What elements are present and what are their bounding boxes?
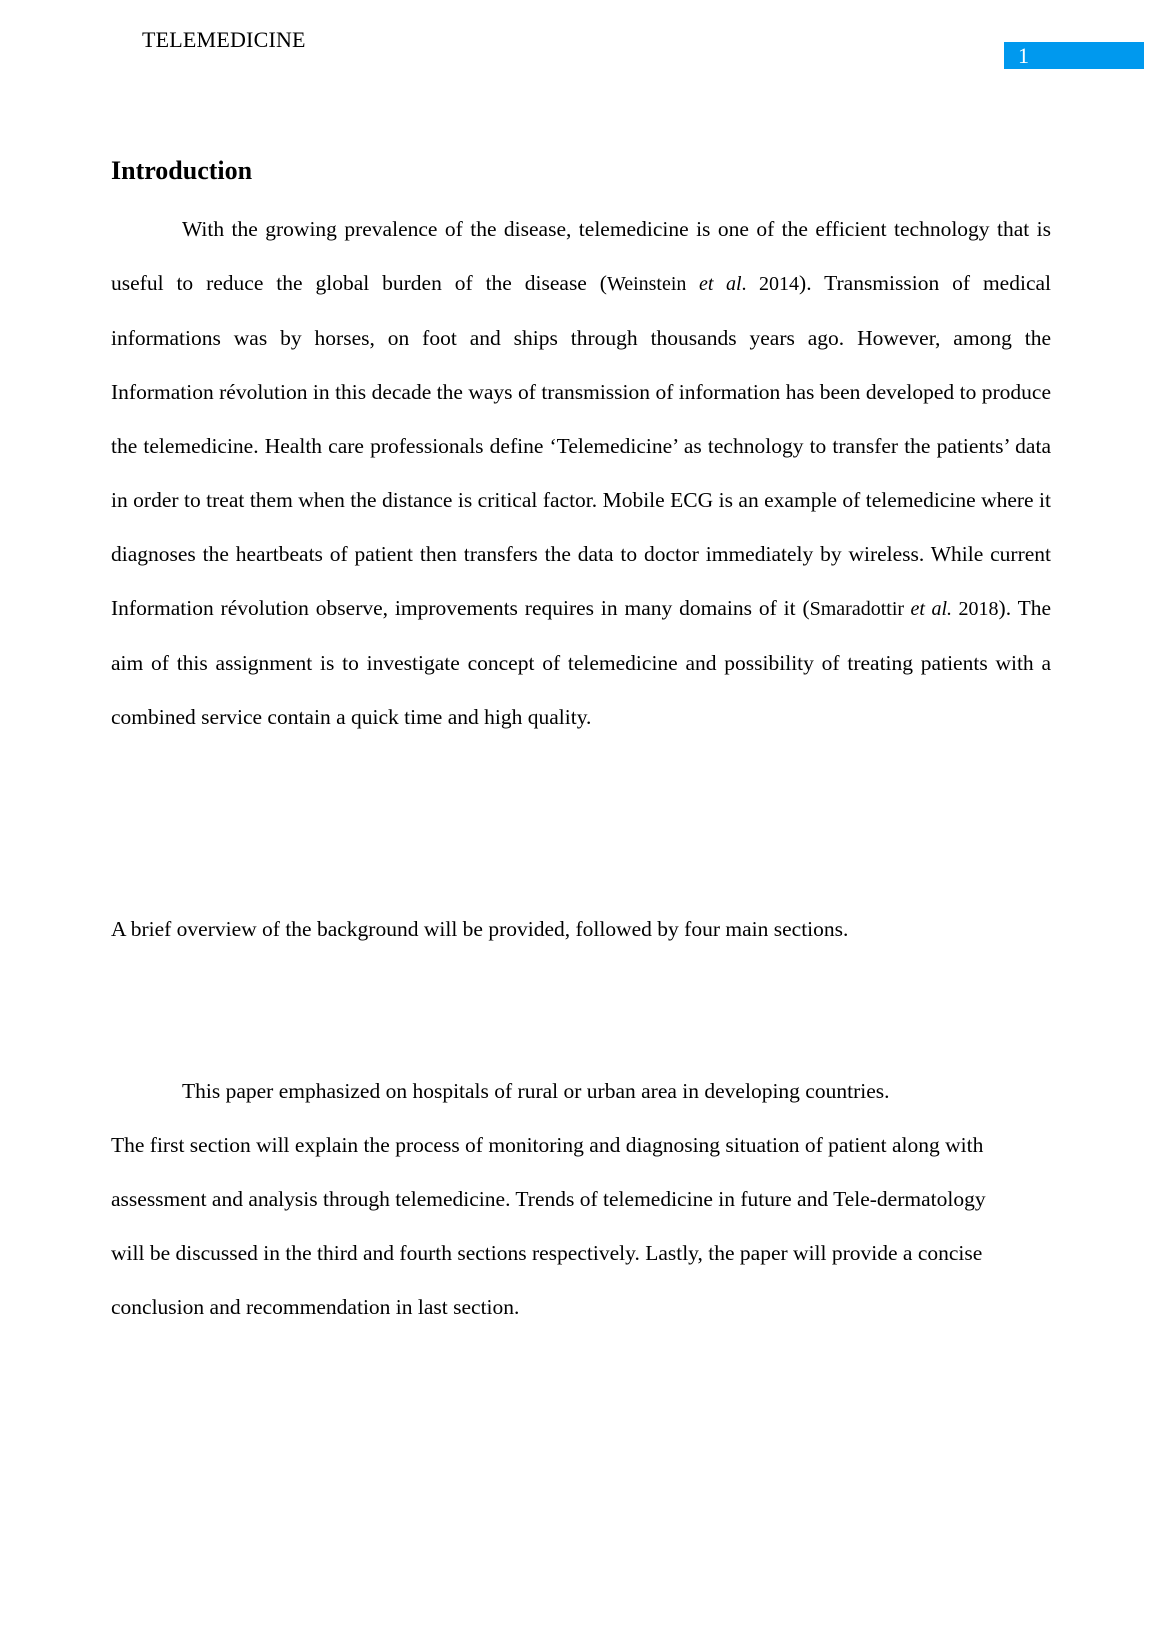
citation-author: Smaradottir	[809, 598, 911, 620]
page-number: 1	[1004, 42, 1144, 69]
emphasis-paragraph: This paper emphasized on hospitals of rural or urban area in developing countries.	[182, 1079, 890, 1103]
citation-year: . 2014	[741, 273, 800, 295]
citation-author: Weinstein	[606, 273, 699, 295]
citation-etal: et al	[698, 273, 742, 295]
citation-weinstein	[607, 273, 799, 295]
section-heading: Introduction	[111, 156, 253, 185]
citation-etal: et al.	[910, 598, 953, 620]
intro-text-3: ). The aim of this assignment is to investigate concept of telemedicine and possibility of treating patients with a combined service contain a quick time and high quality.	[111, 596, 1051, 729]
citation-smaradottir	[810, 598, 999, 620]
intro-text-1: With the growing prevalence of the disease, telemedicine is one of the efficient technology that is useful to reduce the global burden of the disease (	[111, 217, 1051, 295]
citation-year: 2018	[952, 598, 999, 620]
running-head: TELEMEDICINE	[142, 27, 306, 52]
sections-paragraph: The first section will explain the process of monitoring and diagnosing situation of patient along with assessment and analysis through telemedicine. Trends of telemedicine in future and Tele-dermatology will be discussed in the third and fourth sections respectively. Lastly, the paper will provide a concise conclusion and recommendation in last section.	[111, 1133, 986, 1319]
intro-paragraph	[111, 202, 1051, 744]
intro-text-2: ). Transmission of medical informations was by horses, on foot and ships through thousands years ago. However, among the Information révolution in this decade the ways of transmission of information has been developed to produce the telemedicine. Health care professionals define ‘Telemedicine’ as technology to transfer the patients’ data in order to treat them when the distance is critical factor. Mobile ECG is an example of telemedicine where it diagnoses the heartbeats of patient then transfers the data to doctor immediately by wireless. While current Information révolution observe, improvements requires in many domains of it (	[111, 271, 1051, 620]
overview-paragraph: A brief overview of the background will be provided, followed by four main sections.	[111, 917, 849, 941]
